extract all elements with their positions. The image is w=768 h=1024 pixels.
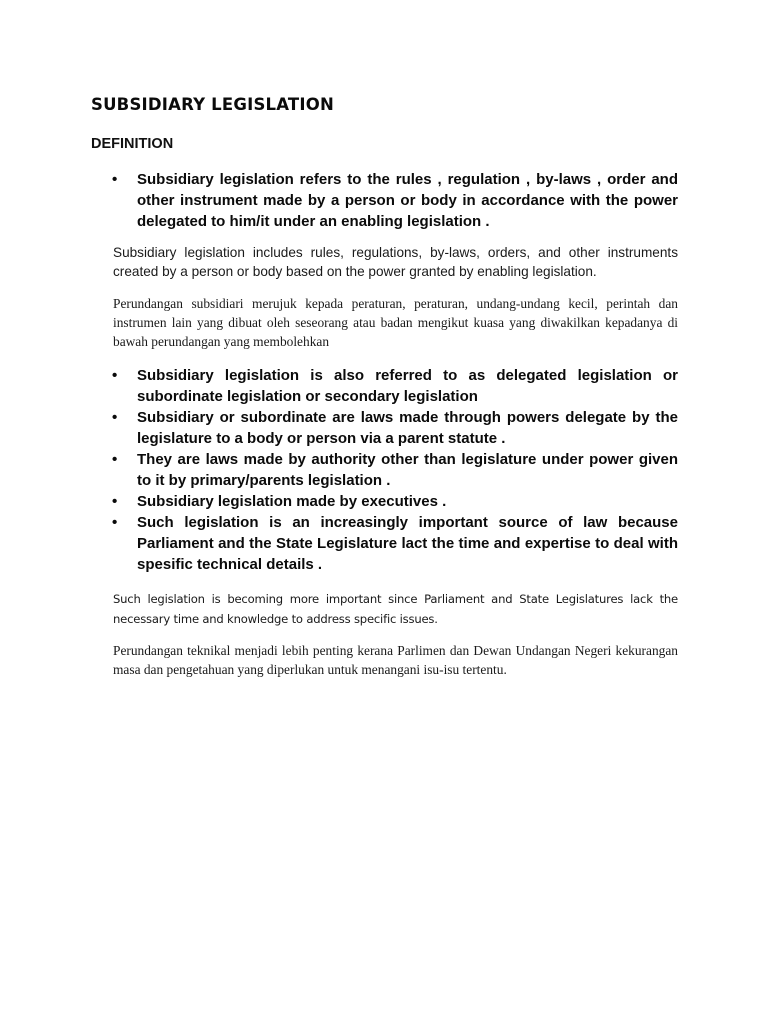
malay-summary-paragraph: Perundangan teknikal menjadi lebih penting kerana Parlimen dan Dewan Undangan Negeri kekurangan masa dan pengetahuan yang diperlukan untuk menangani isu-isu tertentu. xyxy=(113,643,678,677)
english-paraphrase-paragraph: Subsidiary legislation includes rules, regulations, by-laws, orders, and other instruments created by a person or body based on the power granted by enabling legislation. xyxy=(113,245,678,279)
bullet-item: • Subsidiary legislation is also referred to as delegated legislation or subordinate legislation or secondary legislation xyxy=(112,365,678,407)
malay-translation-paragraph: Perundangan subsidiari merujuk kepada peraturan, peraturan, undang-undang kecil, perintah dan instrumen lain yang dibuat oleh seseorang atau badan mengikut kuasa yang diwakilkan kepadanya di bawah perundangan yang membolehkan xyxy=(113,296,678,349)
details-bullet-list xyxy=(112,365,678,575)
bullet-item: • Subsidiary legislation refers to the rules , regulation , by-laws , order and other instrument made by a person or body in accordance with the power delegated to him/it under an enabling legislation . xyxy=(112,169,678,232)
bullet-item: • They are laws made by authority other than legislature under power given to it by primary/parents legislation . xyxy=(112,449,678,491)
definition-bullet-list xyxy=(112,169,678,232)
bullet-item: • Such legislation is an increasingly important source of law because Parliament and the State Legislature lact the time and expertise to deal with spesific technical details . xyxy=(112,512,678,575)
section-heading: DEFINITION xyxy=(91,136,174,152)
bullet-item: • Subsidiary or subordinate are laws made through powers delegate by the legislature to a body or person via a parent statute . xyxy=(112,407,678,449)
bullet-item: • Subsidiary legislation made by executives . xyxy=(112,491,678,512)
document-title: SUBSIDIARY LEGISLATION xyxy=(91,95,334,114)
english-summary-paragraph: Such legislation is becoming more important since Parliament and State Legislatures lack the necessary time and knowledge to address specific issues. xyxy=(113,592,678,626)
